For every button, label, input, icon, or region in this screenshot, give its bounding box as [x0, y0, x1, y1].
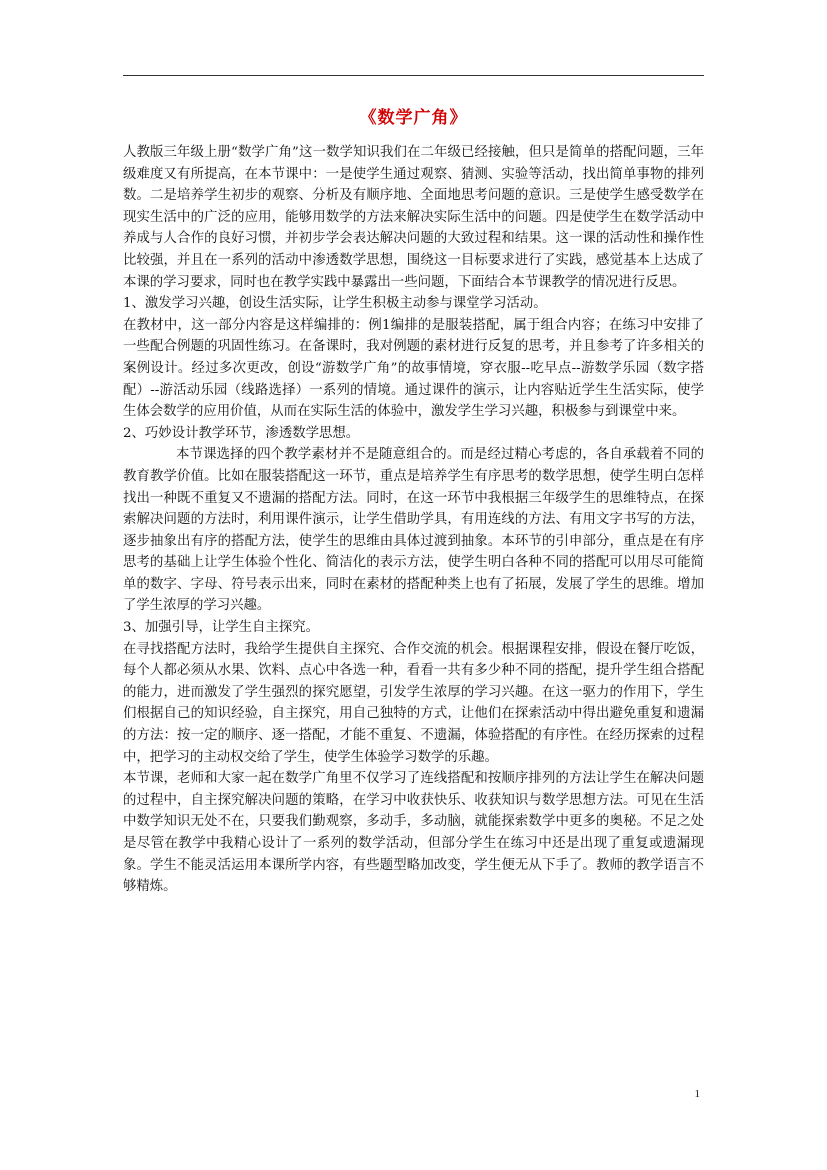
- document-body: [123, 142, 704, 898]
- header-rule: [123, 75, 704, 76]
- section-paragraph-2: 本节课选择的四个教学素材并不是随意组合的。而是经过精心考虑的，各自承载着不同的教育教学价值。比如在服装搭配这一环节，重点是培养学生有序思考的数学思想，使学生明白怎样找出一种既不重复又不遗漏的搭配方法。同时，在这一环节中我根据三年级学生的思维特点，在探索解决问题的方法时，利用课件演示，让学生借助学具，有用连线的方法、有用文字书写的方法，逐步抽象出有序的搭配方法，使学生的思维由具体过渡到抽象。本环节的引申部分，重点是在有序思考的基础上让学生体验个性化、简洁化的表示方法，使学生明白各种不同的搭配可以用尽可能简单的数字、字母、符号表示出来，同时在素材的搭配种类上也有了拓展，发展了学生的思维。增加了学生浓厚的学习兴趣。: [123, 447, 704, 614]
- conclusion-paragraph: 本节课，老师和大家一起在数学广角里不仅学习了连线搭配和按顺序排列的方法让学生在解决问题的过程中，自主探究解决问题的策略，在学习中收获快乐、收获知识与数学思想方法。可见在生活中数学知识无处不在，只要我们勤观察，多动手，多动脑，就能探索数学中更多的奥秘。不足之处是尽管在教学中我精心设计了一系列的数学活动，但部分学生在练习中还是出现了重复或遗漏现象。学生不能灵活运用本课所学内容，有些题型略加改变，学生便无从下手了。教师的教学语言不够精炼。: [123, 771, 704, 895]
- document-title: 《数学广角》: [359, 108, 468, 128]
- section-paragraph-1: 在教材中，这一部分内容是这样编排的：例1编排的是服装搭配，属于组合内容；在练习中安排了一些配合例题的巩固性练习。在备课时，我对例题的素材进行反复的思考，并且参考了许多相关的案例设计。经过多次更改，创设“游数学广角”的故事情境，穿衣服--吃早点--游数学乐园（数字搭配）--游活动乐园（线路选择）一系列的情境。通过课件的演示，让内容贴近学生生活实际，使学生体会数学的应用价值，从而在实际生活的体验中，激发学生学习兴趣，积极参与到课堂中来。: [123, 317, 704, 420]
- section-paragraph-3: 在寻找搭配方法时，我给学生提供自主探究、合作交流的机会。根据课程安排，假设在餐厅吃饭，每个人都必须从水果、饮料、点心中各选一种，看看一共有多少种不同的搭配，提升学生组合搭配的能力，进而激发了学生强烈的探究愿望，引发学生浓厚的学习兴趣。在这一驱力的作用下，学生们根据自己的知识经验，自主探究，用自己独特的方式，让他们在探索活动中得出避免重复和遗漏的方法：按一定的顺序、逐一搭配，才能不重复、不遗漏，体验搭配的有序性。在经历探索的过程中，把学习的主动权交给了学生，使学生体验学习数学的乐趣。: [123, 641, 704, 765]
- section-heading-2: 2、巧妙设计教学环节，渗透数学思想。: [123, 425, 360, 441]
- section-heading-1: 1、激发学习兴趣，创设生活实际，让学生积极主动参与课堂学习活动。: [123, 296, 547, 312]
- page-number: 1: [694, 1088, 700, 1100]
- section-heading-3: 3、加强引导，让学生自主探究。: [123, 620, 319, 636]
- intro-paragraph: 人教版三年级上册“数学广角”这一数学知识我们在二年级已经接触，但只是简单的搭配问题，三年级难度又有所提高，在本节课中：一是使学生通过观察、猜测、实验等活动，找出简单事物的排列数。二是培养学生初步的观察、分析及有顺序地、全面地思考问题的意识。三是使学生感受数学在现实生活中的广泛的应用，能够用数学的方法来解决实际生活中的问题。四是使学生在数学活动中养成与人合作的良好习惯，并初步学会表达解决问题的大致过程和结果。这一课的活动性和操作性比较强，并且在一系列的活动中渗透数学思想，围绕这一目标要求进行了实践，感觉基本上达成了本课的学习要求，同时也在教学实践中暴露出一些问题，下面结合本节课教学的情况进行反思。: [123, 145, 704, 290]
